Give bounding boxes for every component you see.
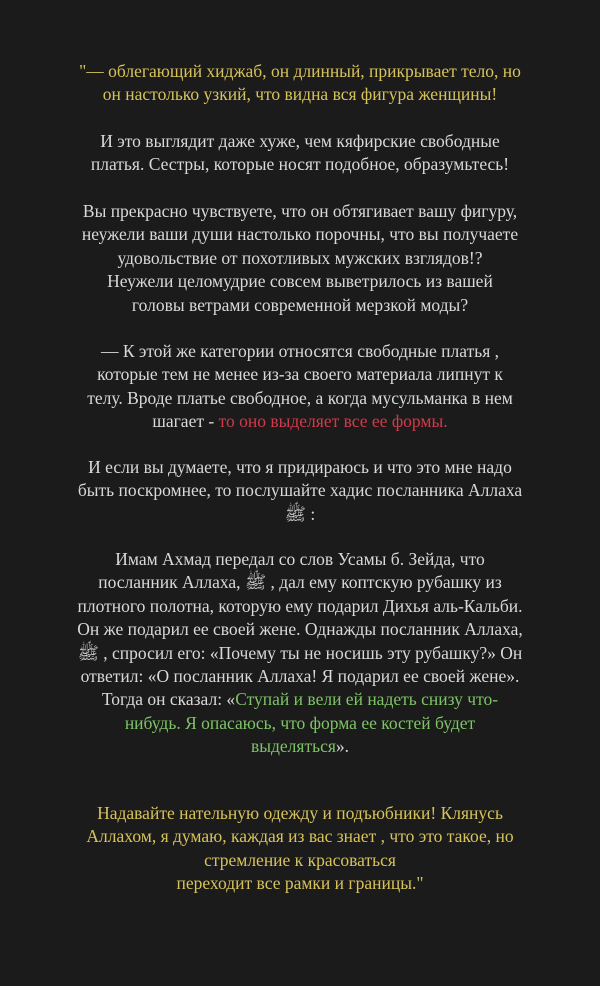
paragraph-rebuke	[24, 200, 576, 317]
text-line: головы ветрами современной мерзкой моды?	[131, 294, 469, 315]
text-plain: Тогда он сказал: «	[101, 689, 236, 710]
text-line: Аллахом, я думаю, каждая из вас знает , что это такое, но	[86, 826, 514, 847]
text-line	[24, 735, 576, 758]
text-plain: шагает -	[152, 411, 219, 432]
text-line: стремление к красоваться	[204, 849, 396, 870]
highlight-green-text: Ступай и вели ей надеть снизу что-	[235, 689, 499, 710]
text-line: Неужели целомудрие совсем выветрилось из вашей	[107, 271, 493, 292]
text-line: Вы прекрасно чувствуете, что он обтягивает вашу фигуру,	[82, 201, 518, 221]
text-line: "— облегающий хиджаб, он длинный, прикрывает тело, но	[79, 61, 521, 81]
paragraph-hadith-intro	[24, 456, 576, 526]
text-line: посланник Аллаха, ﷺ , дал ему коптскую рубашку из	[98, 572, 502, 593]
text-line: удовольствие от похотливых мужских взглядов!?	[117, 247, 483, 268]
text-line: ﷺ :	[284, 503, 316, 524]
text-line	[24, 410, 576, 433]
text-line: быть поскромнее, то послушайте хадис посланника Аллаха	[77, 480, 523, 501]
highlight-green-text: выделяться	[250, 736, 336, 757]
text-line: Надавайте нательную одежду и подъюбники! Клянусь	[97, 803, 503, 823]
paragraph-intro	[24, 60, 576, 107]
text-line: И это выглядит даже хуже, чем кяфирские свободные	[100, 131, 500, 151]
text-line: ответил: «О посланник Аллаха! Я подарил ее своей жене».	[80, 666, 520, 687]
paragraph-comparison	[24, 130, 576, 177]
text-line: которые тем не менее из-за своего материала липнут к	[97, 364, 503, 385]
highlight-green-text: нибудь. Я опасаюсь, что форма ее костей будет	[124, 712, 476, 733]
text-line: платья. Сестры, которые носят подобное, образумьтесь!	[90, 154, 510, 175]
text-line: Имам Ахмад передал со слов Усамы б. Зейда, что	[115, 549, 485, 569]
paragraph-hadith	[24, 548, 576, 759]
paragraph-loose-dresses	[24, 340, 576, 434]
text-line: телу. Вроде платье свободное, а когда мусульманка в нем	[87, 387, 513, 408]
text-line: ﷺ , спросил его: «Почему ты не носишь эту рубашку?» Он	[77, 642, 523, 663]
text-plain: ».	[335, 736, 350, 757]
text-line: переходит все рамки и границы."	[176, 873, 424, 894]
text-line	[24, 688, 576, 711]
highlight-red-text: то оно выделяет все ее формы.	[218, 411, 448, 432]
text-line: плотного полотна, которую ему подарил Дихья аль-Кальби.	[77, 595, 523, 616]
text-line: — К этой же категории относятся свободные платья ,	[100, 341, 500, 361]
paragraph-conclusion	[24, 802, 576, 896]
text-line: И если вы думаете, что я придираюсь и что это мне надо	[88, 457, 512, 477]
text-line: неужели ваши души настолько порочны, что вы получаете	[81, 224, 519, 245]
text-line: он настолько узкий, что видна вся фигура женщины!	[102, 84, 498, 105]
text-line: Он же подарил ее своей жене. Однажды посланник Аллаха,	[77, 619, 523, 640]
